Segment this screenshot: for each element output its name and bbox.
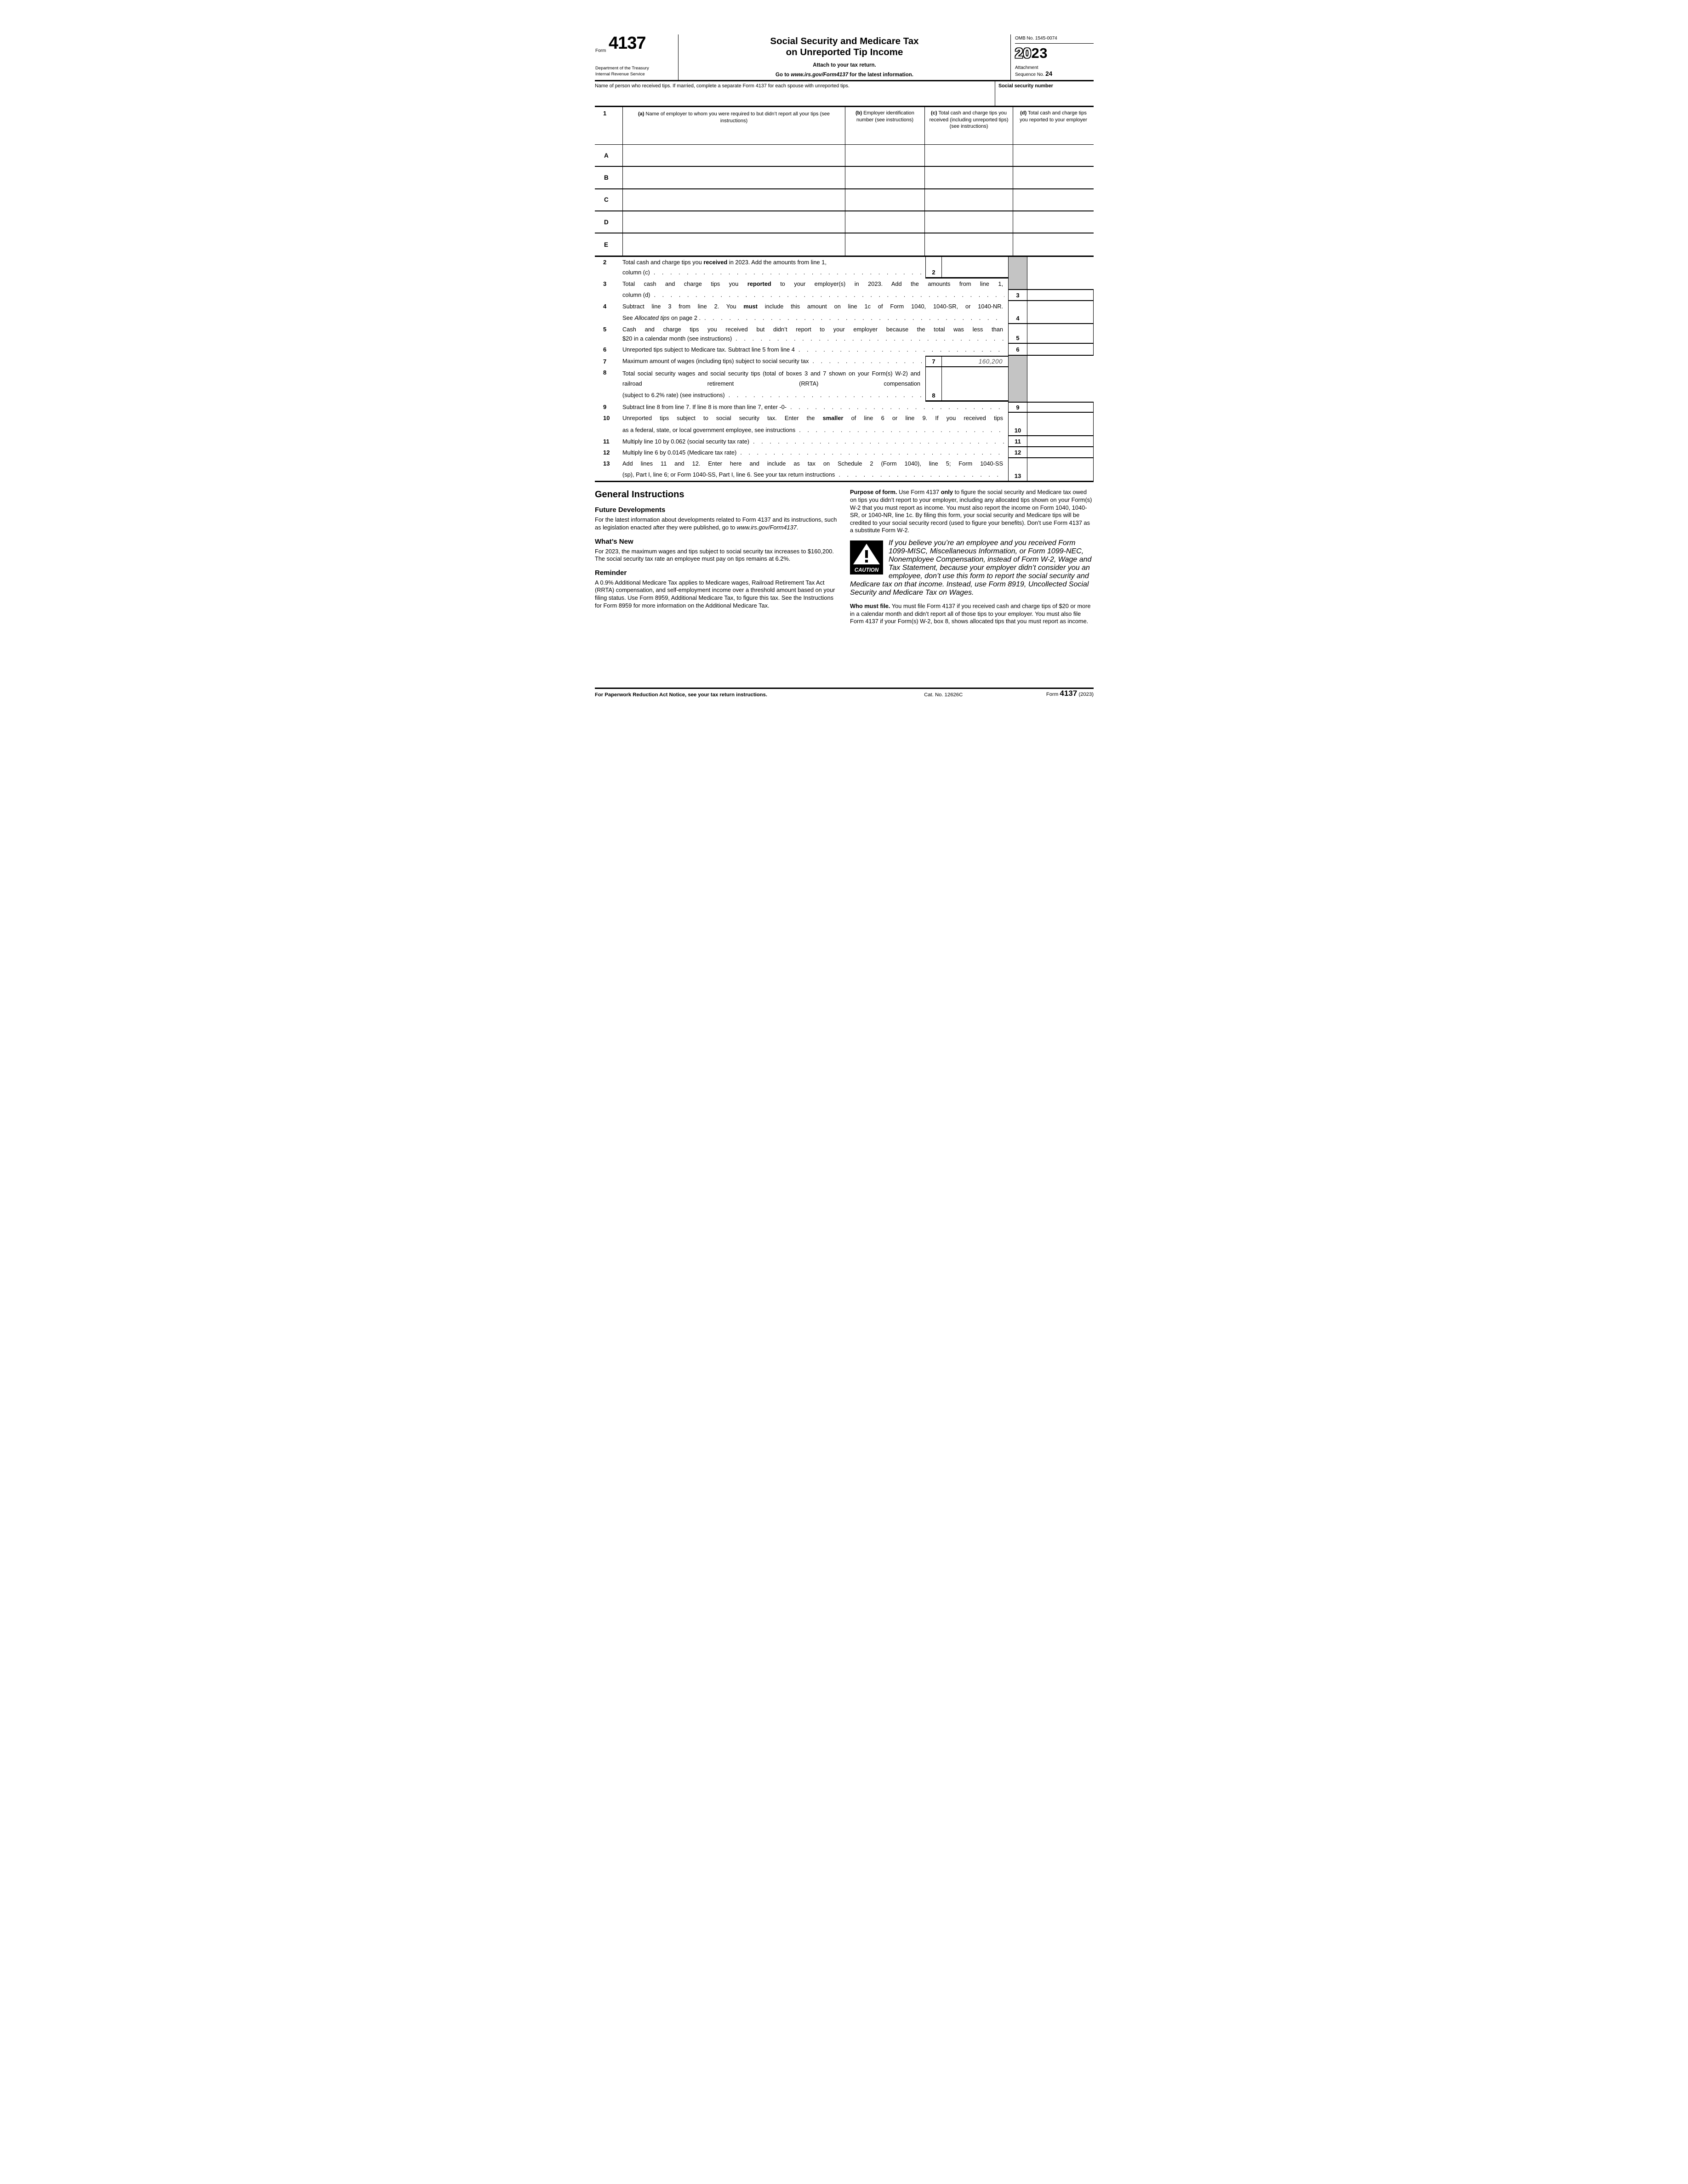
department-label: Department of the Treasury Internal Revenue Service	[595, 66, 649, 77]
line-6-amount-field[interactable]	[1027, 344, 1094, 355]
calculation-lines	[595, 257, 1094, 482]
line-5-row	[595, 324, 1094, 344]
dotted-leader	[732, 334, 1004, 343]
line-11-number: 11	[603, 438, 610, 445]
line-9-entry-area	[1008, 402, 1094, 413]
row-d-employer-name-cell[interactable]	[622, 211, 845, 233]
line-9-number: 9	[603, 404, 607, 411]
instructions-right-column	[850, 489, 1094, 629]
line-2-number: 2	[603, 259, 607, 266]
row-b-tips-reported-cell[interactable]	[1013, 167, 1094, 188]
line-7-prefilled-value: 160,200	[978, 358, 1003, 365]
line-13-row	[595, 458, 1094, 481]
line-12-row	[595, 447, 1094, 458]
dotted-leader	[809, 357, 922, 366]
col-b-header: (b) Employer identification number (see instructions)	[845, 107, 924, 144]
line-7-entry-box	[925, 356, 1008, 367]
line-4-entry-area	[1008, 301, 1094, 324]
col-d-header: (d) Total cash and charge tips you reported to your employer	[1013, 107, 1094, 144]
line-2-text: Total cash and charge tips you received in 2023. Add the amounts from line 1, column (c) . . .	[622, 257, 925, 279]
dotted-leader	[701, 313, 1004, 323]
line-6-number: 6	[603, 346, 607, 353]
line-10-entry-area	[1008, 413, 1094, 436]
line-13-entry-area	[1008, 458, 1094, 481]
omb-year-block	[1011, 34, 1094, 80]
employer-table-header	[595, 107, 1094, 145]
row-d-tips-received-cell[interactable]	[924, 211, 1013, 233]
line-8-number: 8	[603, 369, 607, 376]
dotted-leader	[725, 390, 922, 400]
row-b-ein-cell[interactable]	[845, 167, 924, 188]
line-7-text: Maximum amount of wages (including tips) subject to social security tax . . .	[622, 356, 925, 367]
dotted-leader	[787, 403, 1004, 412]
line-9-text: Subtract line 8 from line 7. If line 8 is more than line 7, enter -0- . . .	[622, 402, 1008, 413]
form-number-block	[595, 34, 679, 80]
row-d-ein-cell[interactable]	[845, 211, 924, 233]
line-12-amount-field[interactable]	[1027, 447, 1094, 457]
form-4137-page	[563, 0, 1125, 728]
employer-row-d	[595, 211, 1094, 233]
row-c-letter: C	[604, 196, 609, 204]
future-developments-heading: Future Developments	[595, 506, 666, 514]
dotted-leader	[650, 290, 1004, 300]
line-6-entry-area	[1008, 344, 1094, 356]
line-11-text: Multiply line 10 by 0.062 (social security tax rate) . . .	[622, 436, 1008, 447]
row-e-ein-cell[interactable]	[845, 233, 924, 256]
employer-row-c	[595, 189, 1094, 211]
line-5-number: 5	[603, 326, 607, 333]
line-8-box-label: 8	[926, 367, 942, 400]
line-8-shaded-area	[1008, 367, 1094, 402]
line-2-amount-field[interactable]	[942, 257, 1008, 277]
row-b-employer-name-cell[interactable]	[622, 167, 845, 188]
row-e-tips-received-cell[interactable]	[924, 233, 1013, 256]
line-3-text: Total cash and charge tips you reported to your employer(s) in 2023. Add the amounts from line 1, column (d) . . .	[622, 279, 1008, 301]
employer-row-a	[595, 145, 1094, 167]
line-12-text: Multiply line 6 by 0.0145 (Medicare tax rate) . . .	[622, 447, 1008, 458]
col-a-header: (a) Name of employer to whom you were required to but didn’t report all your tips (see instructions)	[622, 107, 845, 144]
row-b-tips-received-cell[interactable]	[924, 167, 1013, 188]
catalog-number: Cat. No. 12626C	[924, 692, 963, 698]
caution-icon	[850, 540, 883, 574]
ssn-field[interactable]	[995, 81, 1094, 106]
form-header	[595, 34, 1094, 81]
row-a-letter: A	[604, 152, 609, 159]
line-8-amount-field[interactable]	[942, 367, 1008, 400]
line-8-text: Total social security wages and social security tips (total of boxes 3 and 7 shown on your Form(s) W-2) and railroad retirement (RRTA) compensation (subject to 6.2% rate) (see instructions) . . .	[622, 367, 925, 402]
dotted-leader	[749, 437, 1004, 446]
line-4-box-label: 4	[1008, 301, 1027, 323]
goto-instruction: Go to www.irs.gov/Form4137 for the latest information.	[776, 72, 913, 78]
line-13-box-label: 13	[1008, 458, 1027, 481]
attachment-sequence: Attachment Sequence No. 24	[1015, 65, 1053, 77]
instructions-left-column	[595, 489, 837, 629]
line-2-shaded-area	[1008, 257, 1094, 279]
line-13-text: Add lines 11 and 12. Enter here and include as tax on Schedule 2 (Form 1040), line 5; Form 1040-SS (sp), Part I, line 6; or Form 1040-SS, Part I, line 6. See your tax return instructions . . .	[622, 458, 1008, 481]
future-developments-paragraph: For the latest information about developments related to Form 4137 and its instructions, such as legislation enacted after they were published, go to www.irs.gov/Form4137.	[595, 516, 837, 531]
line-11-entry-area	[1008, 436, 1094, 447]
line-13-number: 13	[603, 460, 610, 467]
line-4-number: 4	[603, 303, 607, 310]
row-a-tips-reported-cell[interactable]	[1013, 145, 1094, 166]
caution-paragraph: If you believe you’re an employee and you received Form 1099-MISC, Miscellaneous Information, or Form 1099-NEC, Nonemployee Compensation, instead of Form W-2, Wage and Tax Statement, because your employer didn’t consider you an employee, don’t use this form to report the social security and Medicare tax on that income. Instead, use Form 8919, Uncollected Social Security and Medicare Tax on Wages.	[850, 539, 1092, 597]
line-1-number: 1	[603, 110, 607, 117]
who-must-file-paragraph: Who must file. You must file Form 4137 if you received cash and charge tips of $20 or more in a calendar month and didn’t report all of those tips to your employer. You must also file Form 4137 if your Form(s) W-2, box 8, shows allocated tips that you must report as income.	[850, 603, 1091, 625]
line-2-row	[595, 257, 1094, 279]
line-10-amount-field[interactable]	[1027, 413, 1094, 435]
row-d-letter: D	[604, 218, 609, 226]
shaded-cell	[1008, 257, 1027, 279]
line-7-number: 7	[603, 358, 607, 365]
line-3-shaded-area	[1008, 279, 1094, 289]
line-10-box-label: 10	[1008, 413, 1027, 435]
line-3-amount-field[interactable]	[1027, 290, 1094, 300]
dotted-leader	[650, 268, 922, 277]
line-4-amount-field[interactable]	[1027, 301, 1094, 323]
attach-instruction: Attach to your tax return.	[813, 63, 876, 68]
line-3-entry-area	[1008, 279, 1094, 301]
line-5-entry-area	[1008, 324, 1094, 344]
line-12-entry-area	[1008, 447, 1094, 458]
col-c-header: (c) Total cash and charge tips you received (including unreported tips) (see instructions)	[924, 107, 1013, 144]
row-c-tips-reported-cell[interactable]	[1013, 189, 1094, 210]
row-c-ein-cell[interactable]	[845, 189, 924, 210]
employer-row-b	[595, 167, 1094, 189]
line-4-row	[595, 301, 1094, 324]
employer-table	[595, 106, 1094, 257]
line-3-box-label: 3	[1008, 290, 1027, 300]
line-9-box-label: 9	[1008, 403, 1027, 412]
line-5-amount-field[interactable]	[1027, 324, 1094, 343]
line-3-number: 3	[603, 280, 607, 288]
line-13-amount-field[interactable]	[1027, 458, 1094, 481]
row-b-letter: B	[604, 174, 609, 181]
whats-new-heading: What’s New	[595, 537, 633, 546]
row-e-tips-reported-cell[interactable]	[1013, 233, 1094, 256]
tax-year: 2023	[1015, 45, 1048, 61]
dotted-leader	[835, 470, 1004, 479]
row-a-ein-cell[interactable]	[845, 145, 924, 166]
line-3-row	[595, 279, 1094, 301]
line-10-text: Unreported tips subject to social security tax. Enter the smaller of line 6 or line 9. If you received tips as a federal, state, or local government employee, see instructions . . .	[622, 413, 1008, 436]
ssn-field-label: Social security number	[998, 83, 1053, 89]
line-5-box-label: 5	[1008, 324, 1027, 343]
line-2-entry-box	[925, 257, 1008, 279]
caution-note	[850, 539, 1094, 597]
row-e-letter: E	[604, 241, 609, 248]
line-11-box-label: 11	[1008, 436, 1027, 446]
whats-new-paragraph: For 2023, the maximum wages and tips subject to social security tax increases to $160,200. The social security tax rate an employee must pay on tips remains at 6.2%.	[595, 547, 834, 563]
paperwork-notice: For Paperwork Reduction Act Notice, see your tax return instructions.	[595, 692, 767, 698]
form-title: Social Security and Medicare Tax on Unreported Tip Income	[770, 36, 919, 57]
line-10-number: 10	[603, 415, 610, 422]
row-a-tips-received-cell[interactable]	[924, 145, 1013, 166]
dotted-leader	[736, 448, 1004, 457]
form-title-block	[679, 34, 1011, 80]
name-field[interactable]	[595, 81, 995, 106]
line-2-box-label: 2	[926, 257, 942, 277]
reminder-paragraph: A 0.9% Additional Medicare Tax applies to Medicare wages, Railroad Retirement Tax Act (RRTA) compensation, and self-employment income over a threshold amount based on your filing status. Use Form 8959, Additional Medicare Tax, to figure this tax. See the Instructions for Form 8959 for more information on the Additional Medicare Tax.	[595, 579, 835, 609]
line-8-entry-box	[925, 367, 1008, 402]
svg-text:CAUTION: CAUTION	[854, 568, 879, 574]
line-12-number: 12	[603, 449, 610, 456]
line-11-row	[595, 436, 1094, 447]
dotted-leader	[795, 345, 1004, 354]
line-6-text: Unreported tips subject to Medicare tax. Subtract line 5 from line 4 . . .	[622, 344, 1008, 356]
line-12-box-label: 12	[1008, 447, 1027, 457]
purpose-of-form-paragraph: Purpose of form. Use Form 4137 only to figure the social security and Medicare tax owed on tips you didn’t report to your employer, including any allocated tips shown on your Form(s) W-2 that you must report as income. You must also report the income on Form 1040, 1040-SR, or 1040-NR, line 1c. By filing this form, your social security and Medicare tips will be credited to your social security record (used to figure your benefits). Don’t use Form 4137 as a substitute Form W-2.	[850, 489, 1092, 534]
omb-number: OMB No. 1545-0074	[1015, 36, 1094, 44]
form-footer-id: Form 4137 (2023)	[1046, 689, 1094, 698]
line-8-row	[595, 367, 1094, 402]
general-instructions	[595, 489, 1094, 629]
row-d-tips-reported-cell[interactable]	[1013, 211, 1094, 233]
line-7-box-label: 7	[926, 357, 942, 366]
line-7-shaded-area	[1008, 356, 1094, 367]
general-instructions-title: General Instructions	[595, 489, 684, 500]
line-4-text: Subtract line 3 from line 2. You must include this amount on line 1c of Form 1040, 1040-SR, or 1040-NR. See Allocated tips on page 2 . . . .	[622, 301, 1008, 324]
line-10-row	[595, 413, 1094, 436]
form-word-label: Form	[595, 48, 606, 53]
employer-row-e	[595, 233, 1094, 256]
taxpayer-row	[595, 81, 1094, 106]
reminder-heading: Reminder	[595, 569, 627, 577]
page-footer	[595, 688, 1094, 698]
dotted-leader	[795, 426, 1004, 435]
name-field-label: Name of person who received tips. If married, complete a separate Form 4137 for each spouse with unreported tips.	[595, 83, 850, 89]
line-9-row	[595, 402, 1094, 413]
line-11-amount-field[interactable]	[1027, 436, 1094, 446]
line-6-row	[595, 344, 1094, 356]
line-6-box-label: 6	[1008, 344, 1027, 355]
line-9-amount-field[interactable]	[1027, 403, 1094, 412]
row-a-employer-name-cell[interactable]	[622, 145, 845, 166]
line-7-row	[595, 356, 1094, 367]
form-number: 4137	[609, 34, 646, 53]
row-c-employer-name-cell[interactable]	[622, 189, 845, 210]
row-e-employer-name-cell[interactable]	[622, 233, 845, 256]
line-5-text: Cash and charge tips you received but didn’t report to your employer because the total was less than $20 in a calendar month (see instructions) . . .	[622, 324, 1008, 344]
row-c-tips-received-cell[interactable]	[924, 189, 1013, 210]
